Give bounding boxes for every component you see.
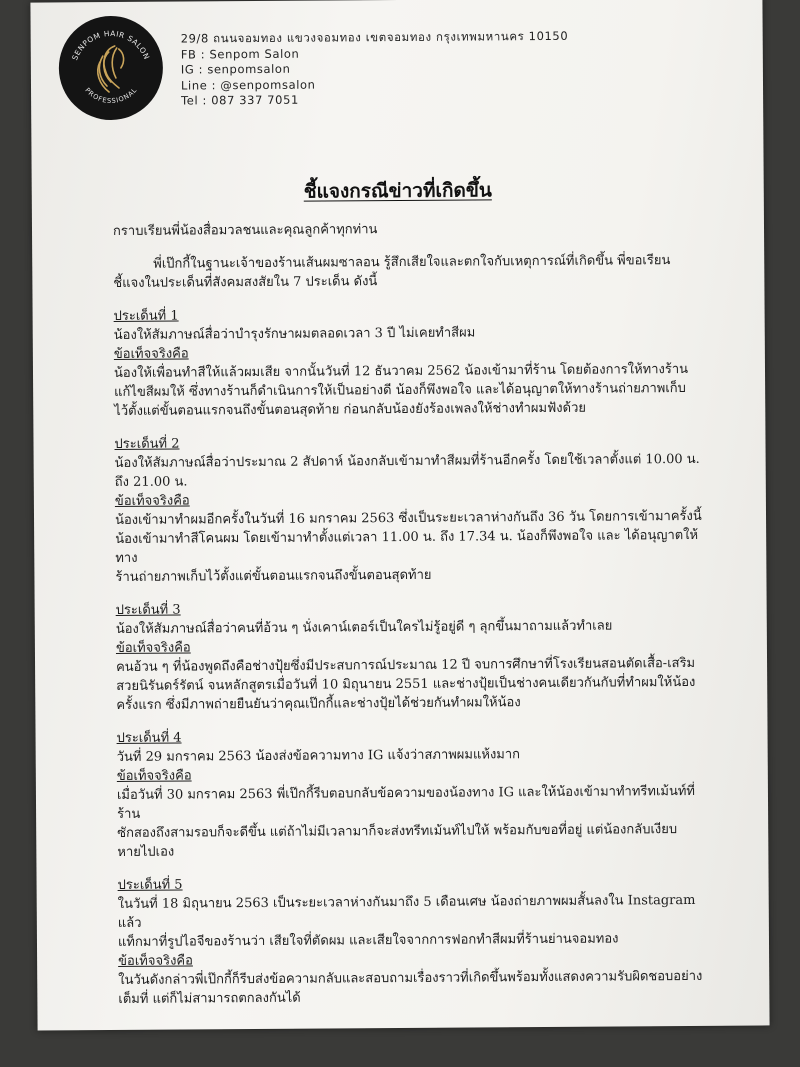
fact-label: ข้อเท็จจริงคือ bbox=[115, 640, 191, 656]
fact-line: ซักสองถึงสามรอบก็จะดีขึ้น แต่ถ้าไม่มีเวลามาก็จะส่งทรีทเม้นท์ไปให้ พร้อมกับขอที่อยู่ แต่น้องกลับเงียบ bbox=[117, 822, 678, 841]
salon-instagram: IG : senpomsalon bbox=[180, 61, 291, 77]
salon-logo bbox=[59, 16, 164, 121]
fact-line: คนอ้วน ๆ ที่น้องพูดถึงคือช่างปุ้ยซึ่งมีประสบการณ์ประมาณ 12 ปี จบการศึกษาที่โรงเรียนสอนตัดเสื้อ-เสริม bbox=[116, 655, 696, 675]
issue-claim-line: น้องให้สัมภาษณ์สื่อว่าบำรุงรักษาผมตลอดเวลา 3 ปี ไม่เคยทำสีผม bbox=[113, 325, 476, 343]
intro-line: พี่เป๊กกี้ในฐานะเจ้าของร้านเส้นผมซาลอน รู้สึกเสียใจและตกใจกับเหตุการณ์ที่เกิดขึ้น พี่ขอเรียน bbox=[153, 253, 671, 272]
salon-contact-header bbox=[181, 28, 702, 110]
fact-line: ไว้ตั้งแต่ขั้นตอนแรกจนถึงขั้นตอนสุดท้าย ก่อนกลับน้องยังร้องเพลงให้ช่างทำผมฟังด้วย bbox=[114, 400, 587, 419]
intro-line: ชี้แจงในประเด็นที่สังคมสงสัยใน 7 ประเด็น ดังนี้ bbox=[113, 274, 378, 291]
fact-line: สวยนิรันดร์รัตน์ จนหลักสูตรเมื่อวันที่ 10 มิถุนายน 2551 และช่างปุ้ยเป็นช่างคนเดียวกันกับที่ทำผมให้น้อง bbox=[116, 674, 696, 694]
issue-claim-line: วันที่ 29 มกราคม 2563 น้องส่งข้อความทาง IG แจ้งว่าสภาพผมแห้งมาก bbox=[116, 747, 521, 765]
fact-line: เมื่อวันที่ 30 มกราคม 2563 พี่เป๊กกี้รีบตอบกลับข้อความของน้องทาง IG และให้น้องเข้ามาทำทรีทเม้นท์ที่ร้าน bbox=[116, 783, 696, 822]
issue-list bbox=[114, 303, 709, 1009]
fact-line: ร้านถ่ายภาพเก็บไว้ตั้งแต่ขั้นตอนแรกจนถึงขั้นตอนสุดท้าย bbox=[115, 567, 432, 585]
fact-label: ข้อเท็จจริงคือ bbox=[118, 953, 193, 969]
fact-label: ข้อเท็จจริงคือ bbox=[116, 768, 192, 784]
logo-text-top: SENPOM HAIR SALON bbox=[70, 28, 152, 62]
fact-line: น้องให้เพื่อนทำสีให้แล้วผมเสีย จากนั้นวันที่ 12 ธันวาคม 2562 น้องเข้ามาที่ร้าน โดยต้องการให้ทางร้าน bbox=[113, 361, 689, 381]
fact-line: ครั้งแรก ซึ่งมีภาพถ่ายยืนยันว่าคุณเป๊กกี้และช่างปุ้ยได้ช่วยกันทำผมให้น้อง bbox=[116, 695, 521, 713]
issue-claim-line: แท็กมาที่รูปไอจีของร้านว่า เสียใจที่ตัดผม และเสียใจจากการฟอกทำสีผมที่ร้านย่านจอมทอง bbox=[117, 931, 619, 950]
fact-line: น้องเข้ามาทำสีโคนผม โดยเข้ามาทำตั้งแต่เวลา 11.00 น. ถึง 17.34 น. น้องก็พึงพอใจ และ ได้อนุญาตให้ทาง bbox=[115, 527, 699, 566]
fact-line: เต็มที่ แต่ก็ไม่สามารถตกลงกันได้ bbox=[118, 990, 301, 1007]
woman-hair-icon bbox=[98, 46, 124, 92]
salon-line: Line : @senpomsalon bbox=[180, 77, 316, 93]
issue-section bbox=[114, 431, 705, 587]
issue-section bbox=[116, 725, 707, 862]
svg-text:SENPOM HAIR SALON bbox=[70, 29, 152, 62]
issue-section bbox=[116, 597, 707, 715]
issue-title: ประเด็นที่ 1 bbox=[113, 308, 179, 324]
fact-label: ข้อเท็จจริงคือ bbox=[114, 493, 190, 509]
fact-line: น้องเข้ามาทำผมอีกครั้งในวันที่ 16 มกราคม 2563 ซึ่งเป็นระยะเวลาห่างกันถึง 36 วัน โดยการเข้ามาครั้งนี้ bbox=[114, 508, 702, 528]
document-body bbox=[113, 218, 708, 1009]
issue-claim-line: ในวันที่ 18 มิถุนายน 2563 เป็นระยะเวลาห่างกันมาถึง 5 เดือนเศษ น้องถ่ายภาพผมสั้นลงใน Instagram แล้ว bbox=[117, 892, 696, 931]
salon-address: 29/8 ถนนจอมทอง แขวงจอมทอง เขตจอมทอง กรุงเทพมหานคร 10150 bbox=[180, 28, 569, 46]
fact-label: ข้อเท็จจริงคือ bbox=[113, 346, 189, 362]
issue-claim-line: น้องให้สัมภาษณ์สื่อว่าประมาณ 2 สัปดาห์ น้องกลับเข้ามาทำสีผมที่ร้านอีกครั้ง โดยใช้เวลาตั้งแต่ 10.00 น. bbox=[114, 451, 700, 471]
salon-facebook: FB : Senpom Salon bbox=[180, 46, 300, 62]
issue-claim-line: ถึง 21.00 น. bbox=[114, 474, 188, 490]
issue-section bbox=[118, 872, 709, 1009]
logo-text-bottom: PROFESSIONAL bbox=[83, 86, 139, 106]
issue-title: ประเด็นที่ 2 bbox=[114, 436, 180, 452]
issue-title: ประเด็นที่ 3 bbox=[115, 602, 181, 618]
issue-section bbox=[114, 303, 705, 421]
salon-phone: Tel : 087 337 7051 bbox=[181, 93, 299, 108]
document-title: ชี้แจงกรณีข่าวที่เกิดขึ้น bbox=[303, 179, 492, 203]
issue-claim-line: น้องให้สัมภาษณ์สื่อว่าคนที่อ้วน ๆ นั่งเคาน์เตอร์เป็นใครไม่รู้อยู่ดี ๆ ลุกขึ้นมาถามแล้วทำเลย bbox=[115, 618, 613, 637]
issue-title: ประเด็นที่ 4 bbox=[116, 730, 182, 746]
greeting: กราบเรียนพี่น้องสื่อมวลชนและคุณลูกค้าทุกท่าน bbox=[112, 222, 378, 239]
fact-line: หายไปเอง bbox=[117, 844, 175, 860]
salon-logo-emblem bbox=[59, 16, 164, 121]
issue-title: ประเด็นที่ 5 bbox=[117, 877, 183, 893]
document-page bbox=[30, 0, 769, 1031]
fact-line: ในวันดังกล่าวพี่เป๊กกี้ก็รีบส่งข้อความกลับและสอบถามเรื่องราวที่เกิดขึ้นพร้อมทั้งแสดงความรับผิดชอบอย่าง bbox=[118, 968, 703, 988]
svg-text:PROFESSIONAL bbox=[83, 86, 139, 105]
fact-line: แก้ไขสีผมให้ ซึ่งทางร้านก็ดำเนินการให้เป็นอย่างดี น้องก็พึงพอใจ และได้อนุญาตให้ทางร้านถ่ายภาพเก็บ bbox=[114, 381, 686, 400]
